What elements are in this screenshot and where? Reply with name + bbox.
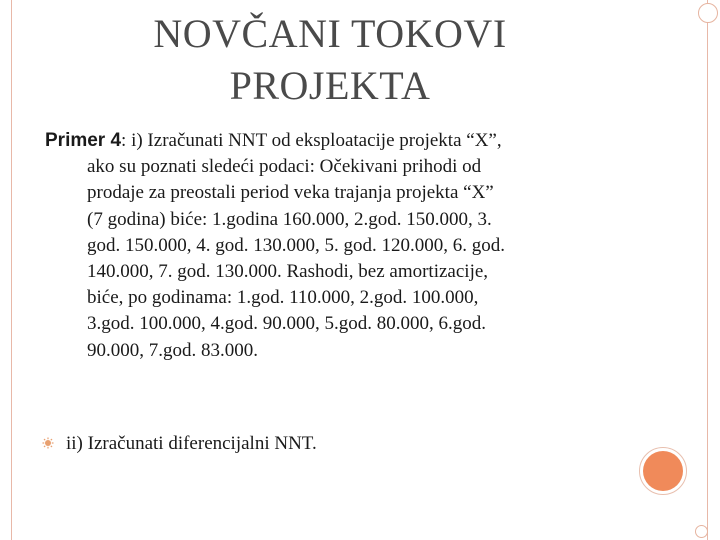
example-intro: i) Izračunati NNT od eksploatacije projekta “X”, [131, 130, 502, 151]
example-line: prodaje za preostali period veka trajanja projekta “X” [87, 182, 494, 204]
title-line-2: PROJEKTA [229, 63, 431, 108]
decorative-circle-orange [643, 451, 683, 491]
slide-title [120, 8, 540, 112]
example-line: 90.000, 7.god. 83.000. [87, 339, 258, 361]
example-line: ako su poznati sledeći podaci: Očekivani prihodi od [87, 156, 482, 178]
example-label: Primer 4 [45, 130, 122, 151]
example-line: 3.god. 100.000, 4.god. 90.000, 5.god. 80.000, 6.god. [87, 313, 486, 335]
sun-bullet-icon [42, 437, 54, 449]
example-colon: : [121, 130, 132, 151]
decorative-circle-top [698, 3, 718, 23]
example-first-line [45, 128, 611, 154]
example-line: (7 godina) biće: 1.godina 160.000, 2.god. 150.000, 3. [87, 208, 492, 230]
example-line: god. 150.000, 4. god. 130.000, 5. god. 120.000, 6. god. [87, 234, 505, 256]
title-line-1: NOVČANI TOKOVI [153, 11, 507, 56]
example-line: 140.000, 7. god. 130.000. Rashodi, bez amortizacije, [87, 261, 489, 283]
decorative-circle-small [695, 525, 708, 538]
example-line: biće, po godinama: 1.god. 110.000, 2.god. 100.000, [87, 287, 479, 309]
bullet-text: ii) Izračunati diferencijalni NNT. [66, 433, 317, 454]
example-paragraph [45, 128, 611, 364]
